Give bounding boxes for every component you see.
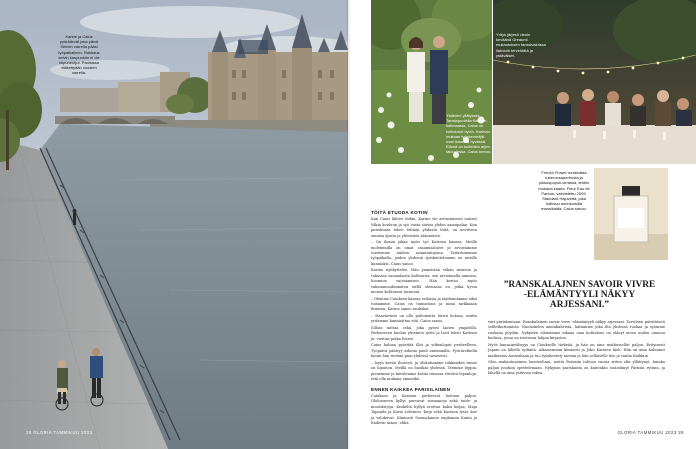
paragraph: – Isyys kertoi iloisesti, ja elokuitamme rakkauden tunne on lopuiton. Meillä on huoikas yhdessä. Teemme leppia, pienemme ja kävelemme kotini ranssaa rtivöitä lepanloja, että olla mukana emmeikö. <box>371 360 477 382</box>
paragraph: Silloin mittaa sekä, joka pyörii laaten ympärillä. Perheeseen kuuluu yhteinen työtö ja lasit teksti Karinen ja -vuotias poika Pierre. <box>371 326 477 341</box>
pull-quote: ”RANSKALAJNEN SAVOIR VIVRE -ELÄMÄNTYYLI NÄKYY ARJESSANI.” <box>503 280 656 310</box>
right-folio: GLORIA TAMMIKUU 2023 29 <box>617 430 684 435</box>
paragraph: Olen mukautuvainen luonteeltani, mutta Pariisiin tulessa vuosia sitten olin yllättynyt, kuinka paljon jouduin opettelemaan. Nykyisin pariskunta on kuitenkin sisäistänyt Pariisin rytmin, ja lähellä on aina ystävien tukea. <box>488 360 665 376</box>
paragraph: Myös kansainvälisyys on Caiukselle tärkeää, ja hän on aina matkustellut paljon. Erityisesti Japani on lähellä sydäntä. Aikaisemmin kiinnosti ja Joku Karinen kieli. Hän on aina halunnut matkustaa Australiaan ja tuo työskentely niemin ja hän sellaiselle itse ja vanha Kaikkiin. <box>488 342 665 358</box>
paragraph: Caiuksen ja Karinen perheessä luetaan paljon. Olohuoneen hyllyt pursuvat romaaneja sekä taide- ja muotikirjoja. Keskeltä hyllyä erottuu kaksi kirjaa, Maja Tapanila ja Karin Lehtinen -kirja sekä Karinen tytär Ane ja valokuvat. Kiinnosti Suomalainen englannin Kanta ja Enderin sanoo, ehhä. <box>371 393 477 425</box>
perfume-photo-caption: French Flower muistuttaa tuberoosaperhosta ja pikkuspopuli-virrassa, tehtiin mukana kaaria. Fleur Eau de Parfum, valmistettu 2009. Standard Hajuvettä, joka haiksuu aurinkoisilta mansikaitta. Caius sanoo. <box>538 170 590 212</box>
article-column-2 <box>488 320 665 378</box>
paragraph: väri pariskuntaan. Ranskalainen savoir vivre -elämäntyyli näkyy arjessani. Tarvitsen päivittäistä selfietkuttamista. Nautiskelen aamukahvista, laittamme joka ilta yhdessä ruokaa ja syömme ruokana pöydän. Nykyisen elämämme aikana oma kotitalous on elänyt aivan uuden omassa kodissa, jossa on toistuvaa lahjan kirjastoa. <box>488 320 665 341</box>
right-page <box>350 0 696 449</box>
section-heading: ENNEN KAIKKEA PARISILAINEN <box>371 386 451 392</box>
seine-photo-caption: Karine ja Caius pyöräilevät joka päivä Seinen varrella pääsi työpaikalleen. Rakkaus selvin kaupunkiin ei ole hiipuneutjut. Pariisissa eläkettyään vuosien varrella. <box>58 34 100 76</box>
page-gutter <box>347 0 351 449</box>
paragraph: Kun Caius lähtee töihin, Karine vie artisemiseen uutiset Nikin kouluun ja syö vasta siirtoa yhden aamupalan. Kun pariskunta tekee töitään yhdessä töitä, on nevittava omasta ajasta ja yhteisistä säännöistä. <box>371 217 477 238</box>
paragraph: – Olemme Caiuksen kanssa erilaisia ja täydennämme siksi toisiamme. Caius on toimistona ja minä tarkkaaan ihmisen, Karine sanoo rauhaksi. <box>371 296 477 312</box>
perfume-bottle-photo <box>594 168 668 260</box>
paragraph: Caius haluaa pyöritää illat ja viikonloput perheelleen. Työpäivä päättyy arkena pauli aniemmilla. Pyöräretkellä kotiin hän rientää pian yhdessä tavaisesti. <box>371 343 477 359</box>
evening-party-photo <box>493 0 696 164</box>
left-folio: 28 GLORIA TAMMIKUU 2023 <box>26 430 93 435</box>
article-column-1 <box>371 210 477 428</box>
party-photo-caption: Yritys järjesti vienin keväänä Greaumi mukautuksen tanssivaluissa ilahdutti tervehtätä ja ystäväiset. <box>496 32 546 58</box>
couple-photo-caption: Ystävien yllätykset: Taustapuolella Karinen kotimaasta, Caius on kotiutunut hyvin. Karinan mukaan työskentelijät ovat tiukassa hyvässä. Elämä on kuitenkin arjen taloudessa. Caius kertoo. <box>446 113 492 155</box>
section-heading: TÖITÄ ETUODA KOTIIN <box>371 210 428 215</box>
paragraph: Karine nyökyttelee. Hän ymmärtää vähän meneen ja rakastaa suomalaista kulttuuria, sen arvioimalla nimisen, huomion vaivaamisen. Hän kertoo myös vakionmuodonmiten siellä olemassa on, jotka hyvin monen kohtaavat tarinoita. <box>371 268 477 295</box>
paragraph: – On iloaan jakaa myös työ Karinen kanssa. Meillä molemmilla on omat osaamisalueet ja arvostamme toistemme näiden asiantuntijoina. Taitattuinenne työpaikalla, joiden yhdessä työskentelemme on neville kunniaksi, Caius sanoo. <box>371 240 477 266</box>
paragraph: – Haastavinta on olla puhumatta töistä kotona, mutta yritämme kunnioittaa sitä, Caius sanoo. <box>371 314 477 324</box>
